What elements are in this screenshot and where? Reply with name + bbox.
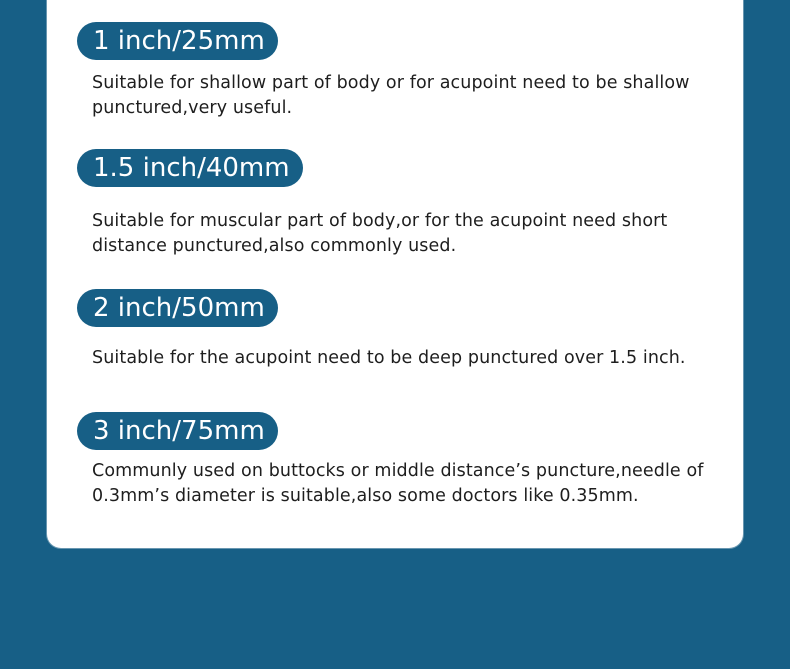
size-badge-75mm: 3 inch/75mm [77,412,278,450]
size-description-50mm: Suitable for the acupoint need to be deep punctured over 1.5 inch. [92,348,686,368]
size-badge-25mm: 1 inch/25mm [77,22,278,60]
size-description-40mm: Suitable for muscular part of body,or for the acupoint need short distance punctured,also commonly used. [92,211,668,256]
size-description-75mm: Communly used on buttocks or middle distance’s puncture,needle of 0.3mm’s diameter is suitable,also some doctors like 0.35mm. [92,461,704,506]
size-badge-50mm: 2 inch/50mm [77,289,278,327]
size-description-25mm: Suitable for shallow part of body or for acupoint need to be shallow punctured,very useful. [92,73,690,118]
size-badge-40mm: 1.5 inch/40mm [77,149,303,187]
